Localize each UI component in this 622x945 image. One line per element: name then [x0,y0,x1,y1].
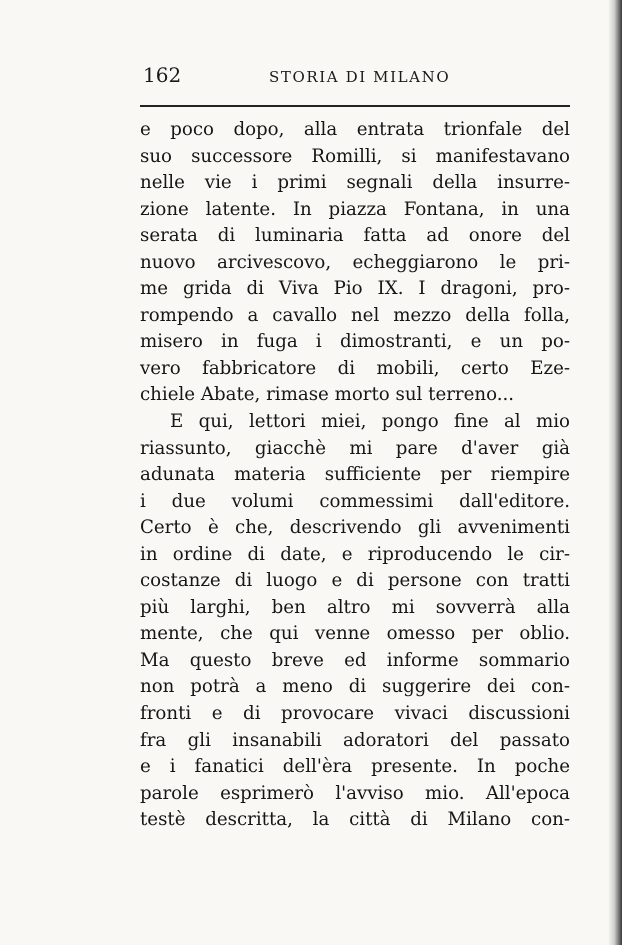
text-line: vero fabbricatore di mobili, certo Eze- [140,357,570,379]
text-line: testè descritta, la città di Milano con- [140,809,570,831]
text-line: nuovo arcivescovo, echeggiarono le pri- [140,251,570,273]
page-number: 162 [143,63,182,87]
text-line: Ma questo breve ed informe sommario [140,649,570,671]
text-line: più larghi, ben altro mi sovverrà alla [140,596,570,618]
text-line: e poco dopo, alla entrata trionfale del [140,119,570,140]
running-title: STORIA DI MILANO [269,68,451,86]
header-rule [140,105,570,107]
page-edge-shadow [608,0,622,945]
text-line: i due volumi commessimi dall'editore. [140,490,570,512]
text-line-paragraph-start: E qui, lettori miei, pongo fine al mio [170,411,570,433]
text-line: costanze di luogo e di persone con tratti [140,570,570,592]
text-line: me grida di Viva Pio IX. I dragoni, pro- [140,278,570,300]
text-line: e i fanatici dell'èra presente. In poche [140,756,570,778]
text-line: suo successore Romilli, si manifestavano [140,145,570,167]
text-line: Certo è che, descrivendo gli avvenimenti [140,517,570,539]
text-line: serata di luminaria fatta ad onore del [140,225,570,247]
text-line: mente, che qui venne omesso per oblio. [140,623,570,645]
text-line: zione latente. In piazza Fontana, in una [140,198,570,220]
text-line: non potrà a meno di suggerire dei con- [140,676,570,698]
text-line: rompendo a cavallo nel mezzo della folla, [140,304,570,326]
page-header [143,63,568,97]
text-line-paragraph-end: chiele Abate, rimase morto sul terreno... [140,384,515,406]
text-line: adunata materia sufficiente per riempire [140,464,570,486]
text-line: riassunto, giacchè mi pare d'aver già [140,437,570,459]
text-line: parole esprimerò l'avviso mio. All'epoca [140,782,570,804]
text-line: nelle vie i primi segnali della insurre- [140,172,570,194]
text-line: fra gli insanabili adoratori del passato [140,729,570,751]
text-line: misero in fuga i dimostranti, e un po- [140,331,570,353]
text-line: fronti e di provocare vivaci discussioni [140,703,570,725]
text-line: in ordine di date, e riproducendo le cir- [140,543,570,565]
body-text [140,117,570,834]
